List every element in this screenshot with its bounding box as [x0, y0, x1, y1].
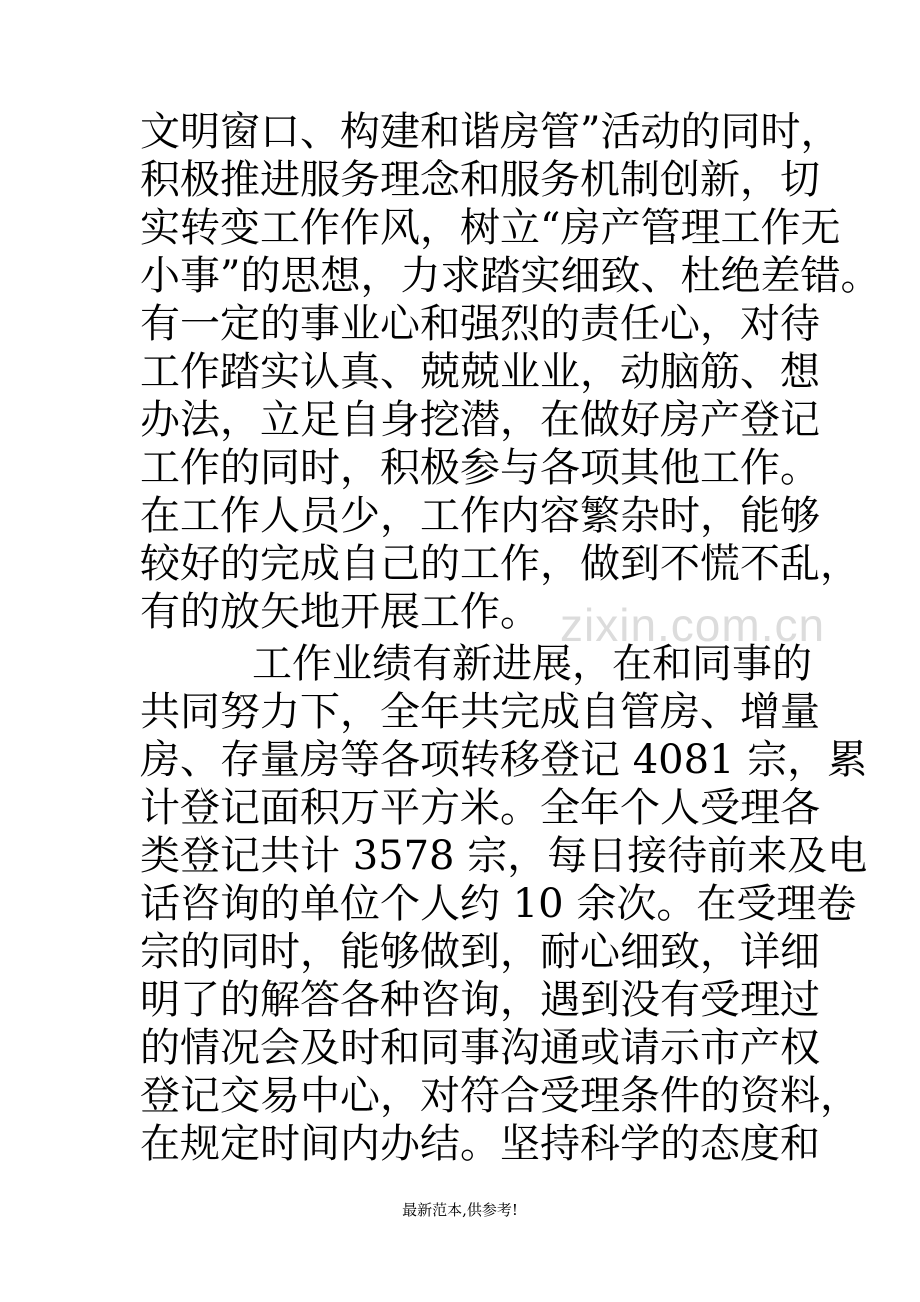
text-line: 实转变工作作风，树立“房产管理工作无 — [140, 205, 841, 251]
page-footer: 最新范本,供参考! — [402, 1201, 518, 1219]
text-line: 工作的同时，积极参与各项其他工作。 — [140, 445, 820, 491]
text-line: 明了的解答各种咨询，遇到没有受理过 — [140, 977, 820, 1023]
text-line: 登记交易中心，对符合受理条件的资料， — [140, 1073, 860, 1119]
text-line: 文明窗口、构建和谐房管”活动的同时， — [140, 109, 841, 155]
text-line: 有一定的事业心和强烈的责任心，对待 — [140, 301, 820, 347]
text-line: 宗的同时，能够做到，耐心细致，详细 — [140, 929, 820, 975]
text-line: 在工作人员少，工作内容繁杂时，能够 — [140, 493, 820, 539]
paragraph-start-line: 工作业绩有新进展，在和同事的 — [252, 641, 812, 687]
text-line: 较好的完成自己的工作，做到不慌不乱， — [140, 541, 860, 587]
text-line: 的情况会及时和同事沟通或请示市产权 — [140, 1025, 820, 1071]
text-line: 共同努力下，全年共完成自管房、增量 — [140, 689, 820, 735]
text-line: 办法，立足自身挖潜，在做好房产登记 — [140, 397, 820, 443]
text-line: 类登记共计 3578 宗，每日接待前来及电 — [140, 833, 868, 879]
text-line: 小事”的思想，力求踏实细致、杜绝差错。 — [140, 253, 881, 299]
text-line: 计登记面积万平方米。全年个人受理各 — [140, 785, 820, 831]
text-line: 话咨询的单位个人约 10 余次。在受理卷 — [140, 881, 857, 927]
watermark: zixin.com.cn — [560, 599, 826, 651]
text-line: 房、存量房等各项转移登记 4081 宗，累 — [140, 737, 868, 783]
text-line: 积极推进服务理念和服务机制创新，切 — [140, 157, 820, 203]
text-line: 有的放矢地开展工作。 — [140, 589, 540, 635]
text-line: 在规定时间内办结。坚持科学的态度和 — [140, 1121, 820, 1167]
text-line: 工作踏实认真、兢兢业业，动脑筋、想 — [140, 349, 820, 395]
